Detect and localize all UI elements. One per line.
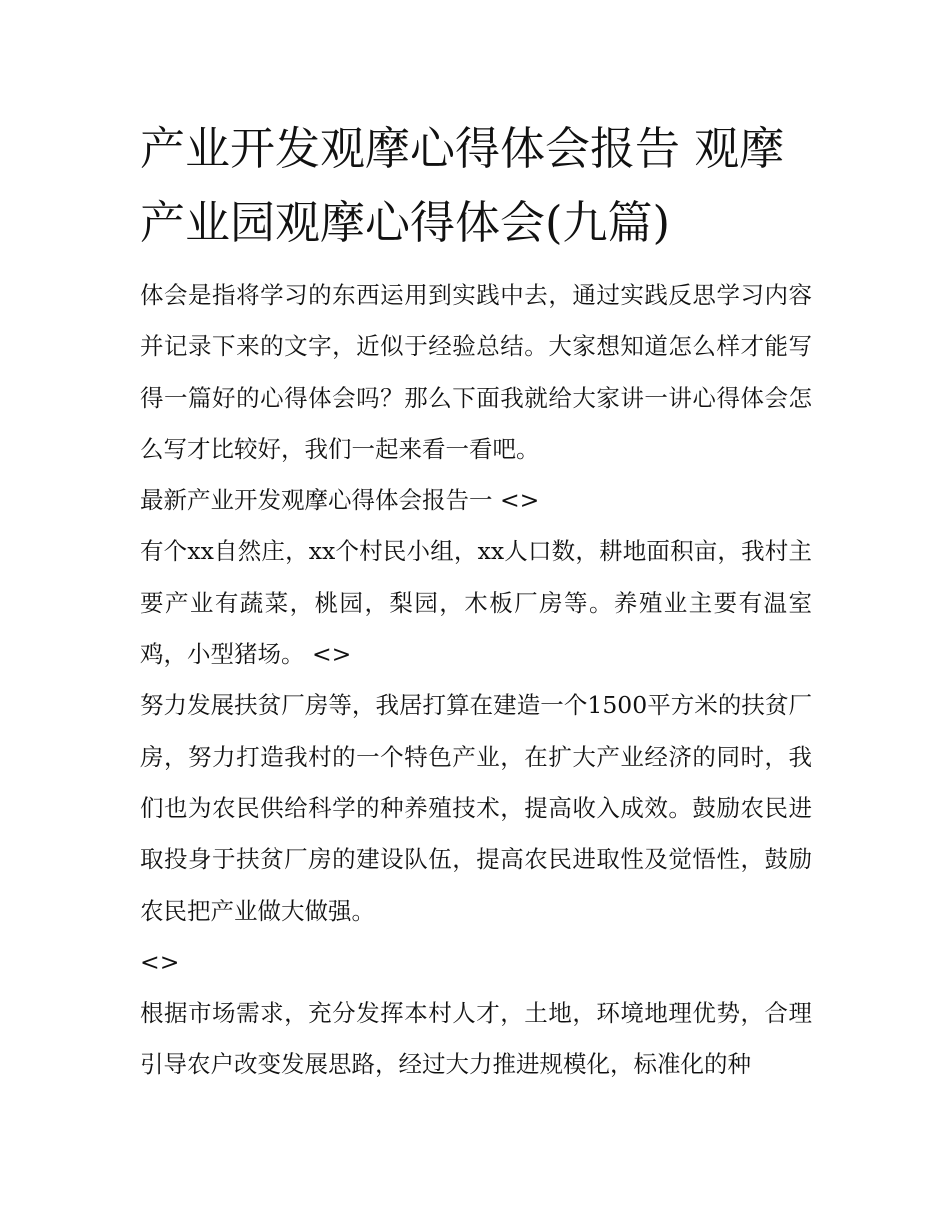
body-paragraph: 努力发展扶贫厂房等，我居打算在建造一个1500平方米的扶贫厂房，努力打造我村的一个特色产业，在扩大产业经济的同时，我们也为农民供给科学的种养殖技术，提高收入成效。鼓励农民进取投身于扶贫厂房的建设队伍，提高农民进取性及觉悟性，鼓励农民把产业做大做强。 <box>140 691 812 925</box>
document-title: 产业开发观摩心得体会报告 观摩产业园观摩心得体会(九篇) <box>140 122 785 249</box>
section-heading: 最新产业开发观摩心得体会报告一 <> <box>140 486 540 515</box>
body-paragraph: 有个xx自然庄，xx个村民小组，xx人口数，耕地面积亩，我村主要产业有蔬菜，桃园，梨园，木板厂房等。养殖业主要有温室鸡，小型猪场。 <> <box>140 537 812 669</box>
intro-paragraph: 体会是指将学习的东西运用到实践中去，通过实践反思学习内容并记录下来的文字，近似于经验总结。大家想知道怎么样才能写得一篇好的心得体会吗？那么下面我就给大家讲一讲心得体会怎么写才比较好，我们一起来看一看吧。 <box>140 281 812 463</box>
body-paragraph: <> <box>140 947 180 976</box>
document-page <box>140 112 812 1091</box>
body-paragraph: 根据市场需求，充分发挥本村人才，土地，环境地理优势，合理引导农户改变发展思路，经过大力推进规模化，标准化的种 <box>140 999 812 1079</box>
